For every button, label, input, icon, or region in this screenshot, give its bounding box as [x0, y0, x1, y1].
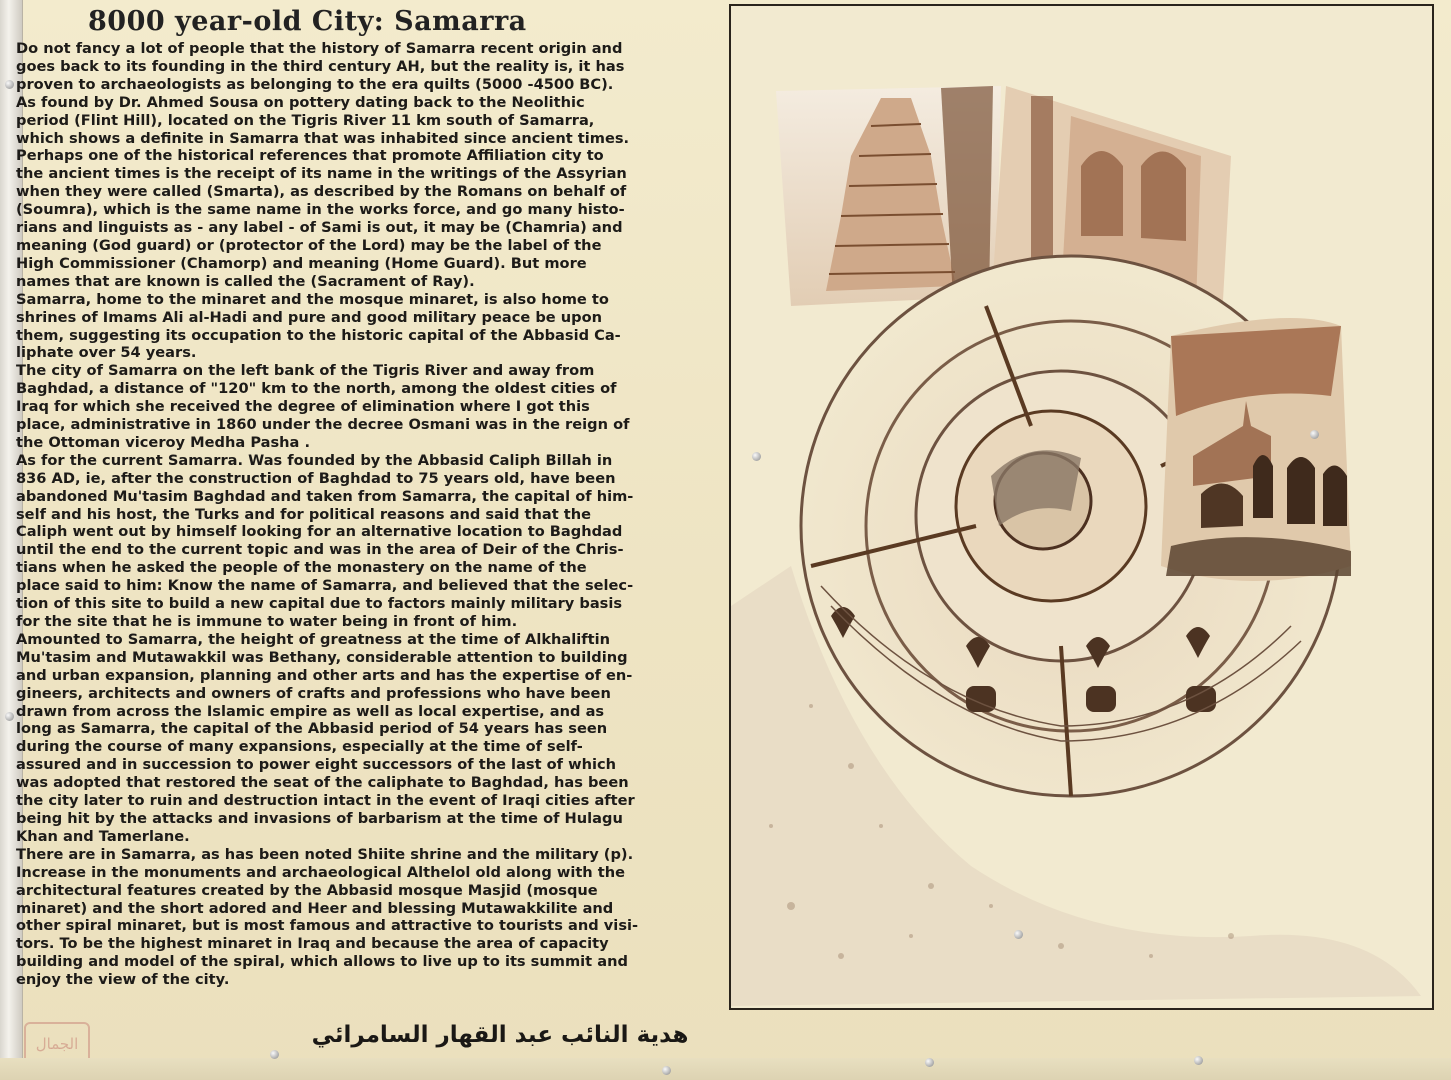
screw-icon — [270, 1050, 279, 1059]
screw-icon — [662, 1066, 671, 1075]
samarra-collage — [731, 6, 1432, 1008]
paragraph-1: Do not fancy a lot of people that the history of Samarra recent origin and goes back to its founding in the third century AH, but the reality is, it has proven to archaeologists as belonging to the era quilts (5000 -4500 BC). As found by Dr. Ahmed Sousa on pottery dating back to the Neolithic period (Flint Hill), located on the Tigris River 11 km south of Samarra, which shows a definite in Samarra that was inhabited since ancient times. Perhaps one of the historical references that promote Affiliation city to the ancient times is the receipt of its name in the writings of the Assyrian when they were called (Smarta), as described by the Romans on behalf of (Soumra), which is the same name in the works force, and go many histo- rians and linguists as - any label - of Sami is out, it may be (Chamria) and meaning (God guard) or (protector of the Lord) may be the label of the High Commissioner (Chamorp) and meaning (Home Guard). But more names that are known is called the (Sacrament of Ray). — [16, 40, 630, 290]
faded-stamp: الجمال — [24, 1022, 90, 1066]
paragraph-4: As for the current Samarra. Was founded by the Abbasid Caliph Billah in 836 AD, ie, after the construction of Baghdad to 75 years old, have been abandoned Mu'tasim Baghdad and taken from Samarra, the capital of him- self and his host, the Turks and for political reasons and said that the Caliph went out by himself looking for an alternative location to Baghdad until the end to the current topic and was in the area of Deir of the Chris- tians when he asked the people of the monastery on the name of the place said to him: Know the name of Samarra, and believed that the selec- tion of this site to build a new capital due to factors mainly military basis for the site that he is immune to water being in front of him. — [16, 451, 634, 630]
screw-icon — [5, 80, 14, 89]
paragraph-3: The city of Samarra on the left bank of the Tigris River and away from Baghdad, a distance of "120" km to the north, among the oldest cities of Iraq for which she received the degree of elimination where I got this place, administrative in 1860 under the decree Osmani was in the reign of the Ottoman viceroy Medha Pasha . — [16, 362, 630, 451]
arabic-dedication: هدية النائب عبد القهار السامرائي — [311, 1022, 689, 1048]
screw-icon — [1310, 430, 1319, 439]
screw-icon — [1194, 1056, 1203, 1065]
paragraph-6: There are in Samarra, as has been noted Shiite shrine and the military (p). Increase in the monuments and archaeological Althelol old along with the architectural features created by the Abbasid mosque Masjid (mosque minaret) and the short adored and Heer and blessing Mutawakkilite and other spiral minaret, but is most famous and attractive to tourists and visi- tors. To be the highest minaret in Iraq and because the area of capacity building and model of the spiral, which allows to live up to its summit and enjoy the view of the city. — [16, 845, 639, 989]
screw-icon — [925, 1058, 934, 1067]
palace-ruins-icon — [1161, 318, 1351, 581]
poster-title: 8000 year-old City: Samarra — [88, 6, 527, 37]
paragraph-5: Amounted to Samarra, the height of greatness at the time of Alkhaliftin Mu'tasim and Mutawakkil was Bethany, considerable attention to building and urban expansion, planning and other arts and has the expertise of en- gineers, architects and owners of crafts and professions who have been drawn from across the Islamic empire as well as local expertise, and as long as Samarra, the capital of the Abbasid period of 54 years has seen during the course of many expansions, especially at the time of self- assured and in succession to power eight successors of the last of which was adopted that restored the seat of the caliphate to Baghdad, has been the city later to ruin and destruction intact in the event of Iraqi cities after being hit by the attacks and invasions of barbarism at the time of Hulagu Khan and Tamerlane. — [16, 630, 635, 845]
body-text — [16, 40, 716, 989]
paragraph-2: Samarra, home to the minaret and the mosque minaret, is also home to shrines of Imams Ali al-Hadi and pure and good military peace be upon them, suggesting its occupation to the historic capital of the Abbasid Ca- liphate over 54 years. — [16, 290, 621, 362]
screw-icon — [752, 452, 761, 461]
illustration-panel — [729, 4, 1434, 1010]
spiral-minaret-icon — [776, 86, 1001, 306]
bottom-board-edge — [0, 1058, 1451, 1080]
screw-icon — [1014, 930, 1023, 939]
screw-icon — [5, 712, 14, 721]
